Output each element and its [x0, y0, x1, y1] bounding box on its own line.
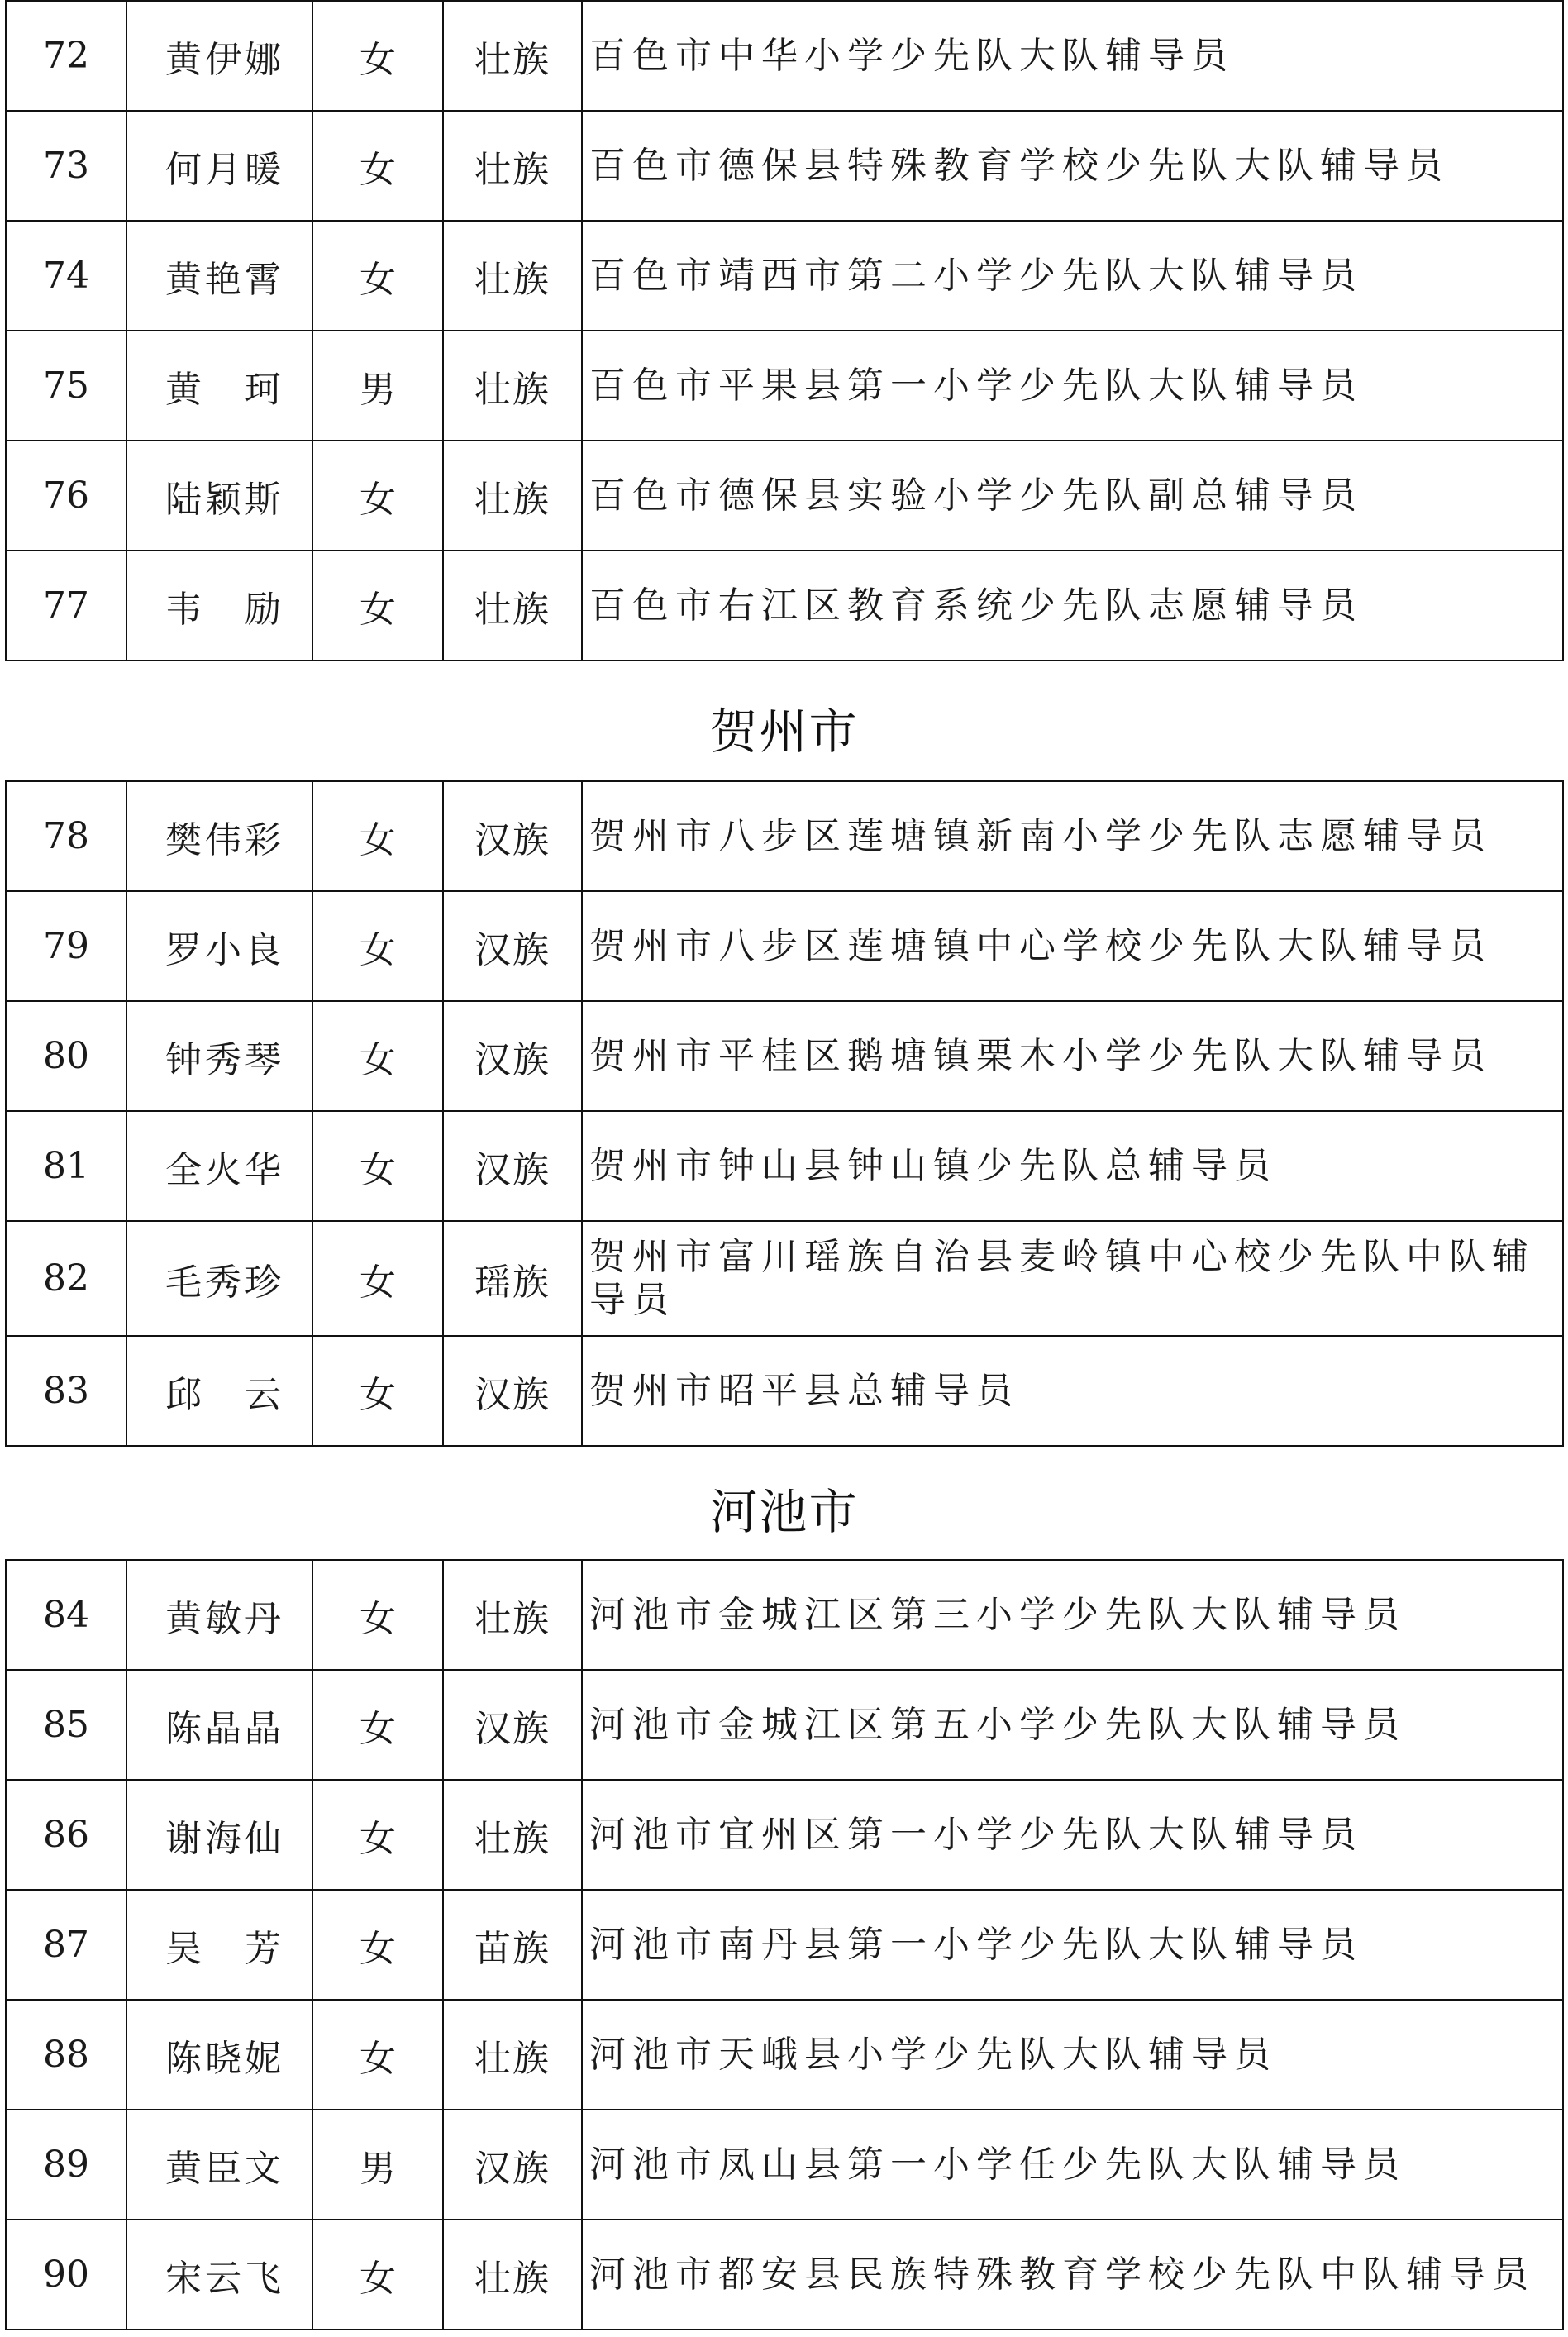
row-sex: 男: [312, 2110, 443, 2220]
row-ethnicity: 壮族: [443, 221, 582, 331]
row-unit: 河池市南丹县第一小学少先队大队辅导员: [582, 1890, 1563, 2000]
row-ethnicity: 苗族: [443, 1890, 582, 2000]
row-sex: 女: [312, 2220, 443, 2330]
row-name: 黄臣文: [126, 2110, 312, 2220]
row-unit: 贺州市平桂区鹅塘镇栗木小学少先队大队辅导员: [582, 1001, 1563, 1111]
table-row: [6, 1, 1563, 111]
row-sex: 女: [312, 221, 443, 331]
row-number: 82: [6, 1221, 126, 1336]
row-name: 谢海仙: [126, 1780, 312, 1890]
row-unit: 贺州市钟山县钟山镇少先队总辅导员: [582, 1111, 1563, 1221]
row-unit: 百色市德保县实验小学少先队副总辅导员: [582, 441, 1563, 551]
row-number: 90: [6, 2220, 126, 2330]
row-number: 80: [6, 1001, 126, 1111]
row-unit: 百色市中华小学少先队大队辅导员: [582, 1, 1563, 111]
row-number: 78: [6, 781, 126, 891]
row-ethnicity: 壮族: [443, 441, 582, 551]
row-sex: 男: [312, 331, 443, 441]
row-name: 黄伊娜: [126, 1, 312, 111]
row-unit: 河池市金城江区第五小学少先队大队辅导员: [582, 1670, 1563, 1780]
row-name: 陈晓妮: [126, 2000, 312, 2110]
row-unit: 百色市德保县特殊教育学校少先队大队辅导员: [582, 111, 1563, 221]
table-row: [6, 1890, 1563, 2000]
row-sex: 女: [312, 551, 443, 661]
row-name: 樊伟彩: [126, 781, 312, 891]
table-hezhou: [5, 780, 1564, 1447]
row-name: 韦 励: [126, 551, 312, 661]
row-sex: 女: [312, 1780, 443, 1890]
row-name: 陈晶晶: [126, 1670, 312, 1780]
row-ethnicity: 壮族: [443, 1560, 582, 1670]
table-hechi: [5, 1559, 1564, 2330]
row-number: 79: [6, 891, 126, 1001]
row-unit: 贺州市八步区莲塘镇新南小学少先队志愿辅导员: [582, 781, 1563, 891]
row-name: 邱 云: [126, 1336, 312, 1446]
table-row: [6, 1560, 1563, 1670]
row-number: 87: [6, 1890, 126, 2000]
section-title-hechi: 河池市: [709, 1484, 859, 1540]
table-row: [6, 1336, 1563, 1446]
row-sex: 女: [312, 441, 443, 551]
row-number: 88: [6, 2000, 126, 2110]
row-name: 陆颖斯: [126, 441, 312, 551]
row-name: 黄 珂: [126, 331, 312, 441]
row-number: 89: [6, 2110, 126, 2220]
table-row: [6, 221, 1563, 331]
row-sex: 女: [312, 1890, 443, 2000]
row-ethnicity: 汉族: [443, 1336, 582, 1446]
row-ethnicity: 壮族: [443, 1780, 582, 1890]
table-row: [6, 2110, 1563, 2220]
row-number: 81: [6, 1111, 126, 1221]
row-name: 黄敏丹: [126, 1560, 312, 1670]
table-row: [6, 1221, 1563, 1336]
row-sex: 女: [312, 1336, 443, 1446]
row-ethnicity: 壮族: [443, 331, 582, 441]
row-unit: 百色市平果县第一小学少先队大队辅导员: [582, 331, 1563, 441]
row-unit: 河池市宜州区第一小学少先队大队辅导员: [582, 1780, 1563, 1890]
table-baise: [5, 0, 1564, 661]
row-number: 85: [6, 1670, 126, 1780]
table-row: [6, 2220, 1563, 2330]
row-number: 72: [6, 1, 126, 111]
table-row: [6, 1111, 1563, 1221]
row-sex: 女: [312, 1111, 443, 1221]
row-ethnicity: 汉族: [443, 891, 582, 1001]
row-ethnicity: 壮族: [443, 1, 582, 111]
row-name: 钟秀琴: [126, 1001, 312, 1111]
row-unit: 贺州市昭平县总辅导员: [582, 1336, 1563, 1446]
table-row: [6, 1670, 1563, 1780]
row-unit: 河池市金城江区第三小学少先队大队辅导员: [582, 1560, 1563, 1670]
row-sex: 女: [312, 2000, 443, 2110]
row-number: 77: [6, 551, 126, 661]
row-unit: 贺州市八步区莲塘镇中心学校少先队大队辅导员: [582, 891, 1563, 1001]
table-row: [6, 441, 1563, 551]
row-ethnicity: 壮族: [443, 111, 582, 221]
row-sex: 女: [312, 1670, 443, 1780]
table-row: [6, 111, 1563, 221]
row-sex: 女: [312, 1, 443, 111]
row-ethnicity: 汉族: [443, 1670, 582, 1780]
row-name: 宋云飞: [126, 2220, 312, 2330]
table-row: [6, 331, 1563, 441]
table-row: [6, 551, 1563, 661]
row-ethnicity: 汉族: [443, 2110, 582, 2220]
table-row: [6, 1780, 1563, 1890]
row-number: 84: [6, 1560, 126, 1670]
table-row: [6, 891, 1563, 1001]
row-number: 76: [6, 441, 126, 551]
row-name: 何月暖: [126, 111, 312, 221]
row-ethnicity: 瑶族: [443, 1221, 582, 1336]
row-unit: 百色市靖西市第二小学少先队大队辅导员: [582, 221, 1563, 331]
row-sex: 女: [312, 1221, 443, 1336]
row-ethnicity: 壮族: [443, 2000, 582, 2110]
table-row: [6, 781, 1563, 891]
row-ethnicity: 壮族: [443, 551, 582, 661]
row-name: 罗小良: [126, 891, 312, 1001]
row-unit: 河池市凤山县第一小学任少先队大队辅导员: [582, 2110, 1563, 2220]
row-sex: 女: [312, 891, 443, 1001]
row-number: 83: [6, 1336, 126, 1446]
row-sex: 女: [312, 111, 443, 221]
row-unit: 百色市右江区教育系统少先队志愿辅导员: [582, 551, 1563, 661]
row-ethnicity: 汉族: [443, 1001, 582, 1111]
section-title-hezhou: 贺州市: [709, 703, 859, 760]
row-number: 86: [6, 1780, 126, 1890]
row-ethnicity: 壮族: [443, 2220, 582, 2330]
row-sex: 女: [312, 1560, 443, 1670]
row-number: 75: [6, 331, 126, 441]
row-ethnicity: 汉族: [443, 781, 582, 891]
row-unit: 贺州市富川瑶族自治县麦岭镇中心校少先队中队辅导员: [582, 1221, 1563, 1336]
row-name: 全火华: [126, 1111, 312, 1221]
row-name: 黄艳霄: [126, 221, 312, 331]
table-row: [6, 2000, 1563, 2110]
row-sex: 女: [312, 781, 443, 891]
table-row: [6, 1001, 1563, 1111]
row-name: 吴 芳: [126, 1890, 312, 2000]
row-ethnicity: 汉族: [443, 1111, 582, 1221]
row-name: 毛秀珍: [126, 1221, 312, 1336]
row-unit: 河池市都安县民族特殊教育学校少先队中队辅导员: [582, 2220, 1563, 2330]
row-number: 73: [6, 111, 126, 221]
row-sex: 女: [312, 1001, 443, 1111]
row-number: 74: [6, 221, 126, 331]
row-unit: 河池市天峨县小学少先队大队辅导员: [582, 2000, 1563, 2110]
